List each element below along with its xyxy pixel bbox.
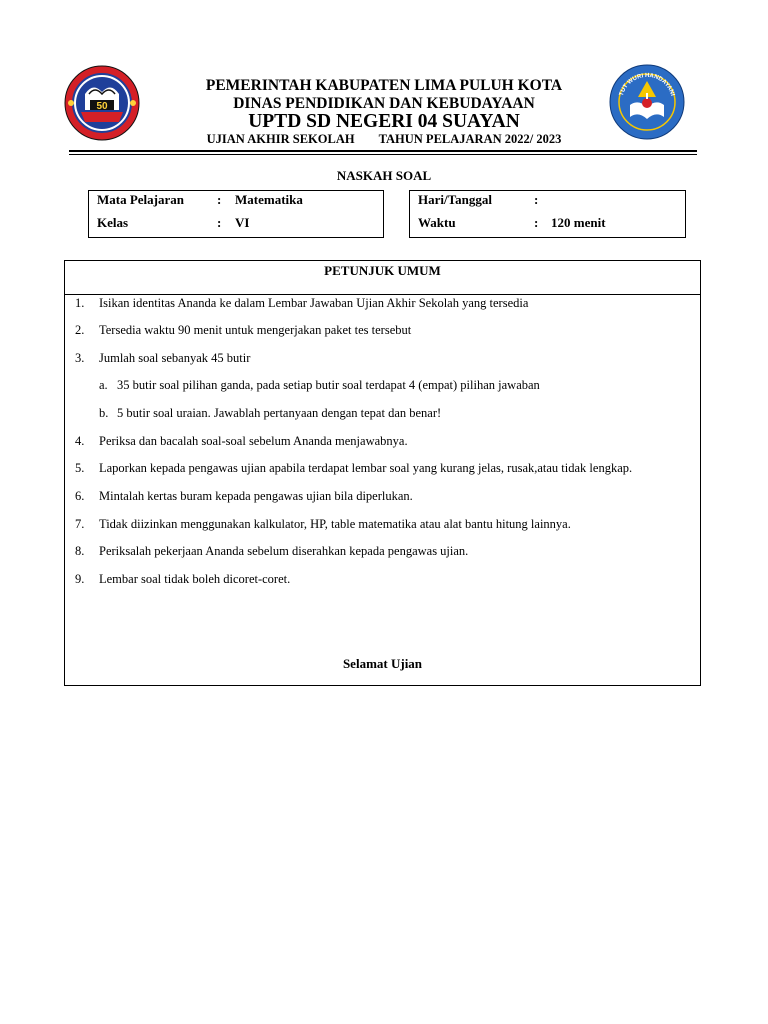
subitem-text: 5 butir soal uraian. Jawablah pertanyaan dengan tepat dan benar!	[117, 406, 442, 420]
info-colon: :	[534, 192, 539, 207]
header-academic-year: TAHUN PELAJARAN 2022/ 2023	[378, 132, 562, 146]
item-text: Lembar soal tidak boleh dicoret-coret.	[99, 572, 291, 586]
general-instructions-box	[64, 260, 701, 686]
info-value: Matematika	[235, 192, 303, 207]
subitem-letter: b.	[99, 406, 109, 420]
item-text: Mintalah kertas buram kepada pengawas ujian bila diperlukan.	[99, 489, 413, 503]
header-exam-info	[150, 132, 618, 147]
tut-wuri-handayani-logo	[608, 63, 686, 141]
closing-greeting: Selamat Ujian	[342, 656, 423, 671]
item-number: 5.	[75, 461, 85, 475]
header-department: DINAS PENDIDIKAN DAN KEBUDAYAAN	[233, 95, 535, 112]
header-rule-thin	[69, 154, 697, 155]
rule-gap	[576, 295, 700, 305]
schedule-info-box	[409, 190, 686, 238]
item-text: Tersedia waktu 90 menit untuk mengerjakan paket tes tersebut	[99, 323, 412, 337]
item-text: Periksalah pekerjaan Ananda sebelum diserahkan kepada pengawas ujian.	[99, 544, 469, 558]
info-value: 120 menit	[551, 215, 606, 230]
subitem-text: 35 butir soal pilihan ganda, pada setiap butir soal terdapat 4 (empat) pilihan jawaban	[117, 378, 540, 392]
item-number: 4.	[75, 434, 85, 448]
item-text: Isikan identitas Ananda ke dalam Lembar Jawaban Ujian Akhir Sekolah yang tersedia	[99, 296, 529, 310]
info-value: VI	[235, 215, 250, 230]
info-label: Hari/Tanggal	[418, 192, 492, 207]
tut-wuri-motto: TUT WURI HANDAYANI	[618, 72, 676, 97]
instructions-title: PETUNJUK UMUM	[324, 263, 441, 278]
info-label: Waktu	[418, 215, 456, 230]
item-text: Jumlah soal sebanyak 45 butir	[99, 351, 251, 365]
header-government: PEMERINTAH KABUPATEN LIMA PULUH KOTA	[205, 77, 563, 94]
info-colon: :	[534, 215, 539, 230]
item-number: 8.	[75, 544, 85, 558]
info-label: Kelas	[97, 215, 129, 230]
item-text: Tidak diizinkan menggunakan kalkulator, HP, table matematika atau alat bantu hitung lainnya.	[99, 517, 571, 531]
item-number: 3.	[75, 351, 85, 365]
regency-emblem-logo	[63, 64, 141, 142]
header-exam-name: UJIAN AKHIR SEKOLAH	[206, 132, 355, 146]
subject-info-box	[88, 190, 384, 238]
item-number: 9.	[75, 572, 85, 586]
item-text: Periksa dan bacalah soal-soal sebelum Ananda menjawabnya.	[99, 434, 408, 448]
item-number: 7.	[75, 517, 85, 531]
item-number: 1.	[75, 296, 85, 310]
info-label: Mata Pelajaran	[97, 192, 185, 207]
item-number: 6.	[75, 489, 85, 503]
document-title: NASKAH SOAL	[336, 168, 432, 183]
info-colon: :	[217, 215, 222, 230]
header-school-name: UPTD SD NEGERI 04 SUAYAN	[248, 111, 520, 132]
emblem-number: 50	[96, 101, 108, 112]
item-text: Laporkan kepada pengawas ujian apabila terdapat lembar soal yang kurang jelas, rusak,atau tidak lengkap.	[99, 461, 633, 475]
item-number: 2.	[75, 323, 85, 337]
info-colon: :	[217, 192, 222, 207]
header-rule-thick	[69, 150, 697, 152]
subitem-letter: a.	[99, 378, 108, 392]
